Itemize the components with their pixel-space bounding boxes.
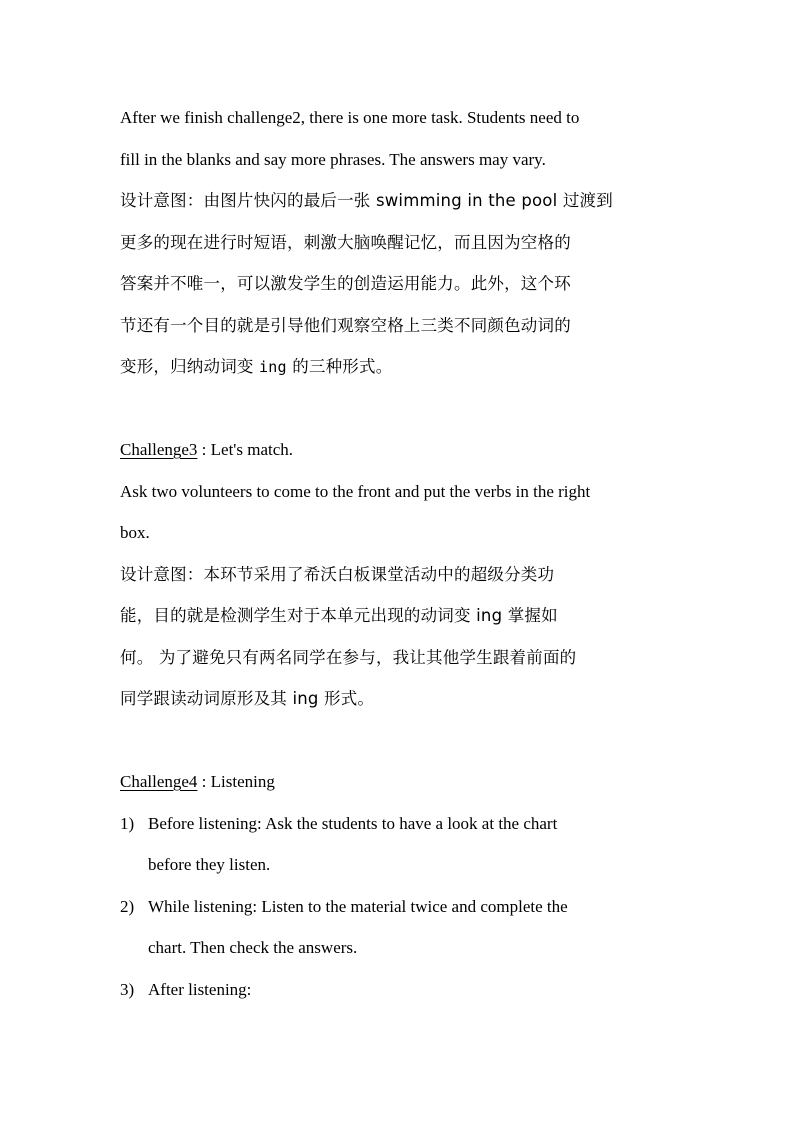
design1-text1: 设计意图：由图片快闪的最后一张 swimming in the pool 过渡到 <box>120 191 613 210</box>
challenge3-text1: Ask two volunteers to come to the front and put the verbs in the right <box>120 481 591 501</box>
list-item-number: 3) <box>120 979 135 999</box>
challenge4-heading <box>120 764 674 806</box>
challenge3-subtitle: Let's match. <box>210 440 294 459</box>
document-page <box>120 100 674 1013</box>
list-item-text: While listening: Listen to the material twice and complete the <box>148 896 568 916</box>
list-item-text: chart. Then check the answers. <box>148 938 358 957</box>
challenge3-sep: : <box>197 440 211 459</box>
design1-text3: 答案并不唯一，可以激发学生的创造运用能力。此外，这个环 <box>120 274 571 293</box>
design1-line2 <box>120 225 674 267</box>
challenge3-title: Challenge3 <box>120 440 198 459</box>
list-item <box>120 806 674 848</box>
para1-line1 <box>120 100 674 142</box>
design1-line4 <box>120 308 674 350</box>
challenge3-line2 <box>120 515 674 557</box>
challenge4-sep: : <box>197 772 211 791</box>
design2-line3 <box>120 640 674 682</box>
design1-line3 <box>120 266 674 308</box>
design1-text4: 节还有一个目的就是引导他们观察空格上三类不同颜色动词的 <box>120 315 571 335</box>
challenge3-text2: box. <box>120 523 150 542</box>
list-item-number: 2) <box>120 896 135 916</box>
design1-text5b: ing <box>259 358 287 376</box>
list-item-text: Before listening: Ask the students to have a look at the chart <box>148 813 558 833</box>
spacer <box>120 723 674 765</box>
design2-text4: 同学跟读动词原形及其 ing 形式。 <box>120 689 375 708</box>
design1-line5 <box>120 349 674 391</box>
list-item-text: After listening: <box>148 979 252 999</box>
challenge4-title: Challenge4 <box>120 772 198 791</box>
list-item-text: before they listen. <box>148 855 271 874</box>
challenge3-line1 <box>120 474 674 516</box>
challenge4-subtitle: Listening <box>210 772 275 791</box>
list-item <box>120 972 674 1014</box>
design2-text2: 能，目的就是检测学生对于本单元出现的动词变 ing 掌握如 <box>120 606 558 625</box>
para1-text2: fill in the blanks and say more phrases. The answers may vary. <box>120 149 546 169</box>
list-item-continuation <box>120 847 674 889</box>
design2-text3: 何。 为了避免只有两名同学在参与，我让其他学生跟着前面的 <box>120 647 577 667</box>
challenge3-heading <box>120 432 674 474</box>
design1-text5c: 的三种形式。 <box>286 357 393 376</box>
design2-line1 <box>120 557 674 599</box>
design1-text2: 更多的现在进行时短语，刺激大脑唤醒记忆，而且因为空格的 <box>120 232 571 252</box>
para1-line2 <box>120 142 674 184</box>
list-item-number: 1) <box>120 813 135 833</box>
list-item-continuation <box>120 930 674 972</box>
design1-line1 <box>120 183 674 225</box>
spacer <box>120 391 674 433</box>
design2-text1: 设计意图：本环节采用了希沃白板课堂活动中的超级分类功 <box>120 564 555 584</box>
design1-text5a: 变形，归纳动词变 <box>120 357 260 376</box>
design2-line4 <box>120 681 674 723</box>
design2-line2 <box>120 598 674 640</box>
para1-text1: After we finish challenge2, there is one more task. Students need to <box>120 108 580 127</box>
list-item <box>120 889 674 931</box>
